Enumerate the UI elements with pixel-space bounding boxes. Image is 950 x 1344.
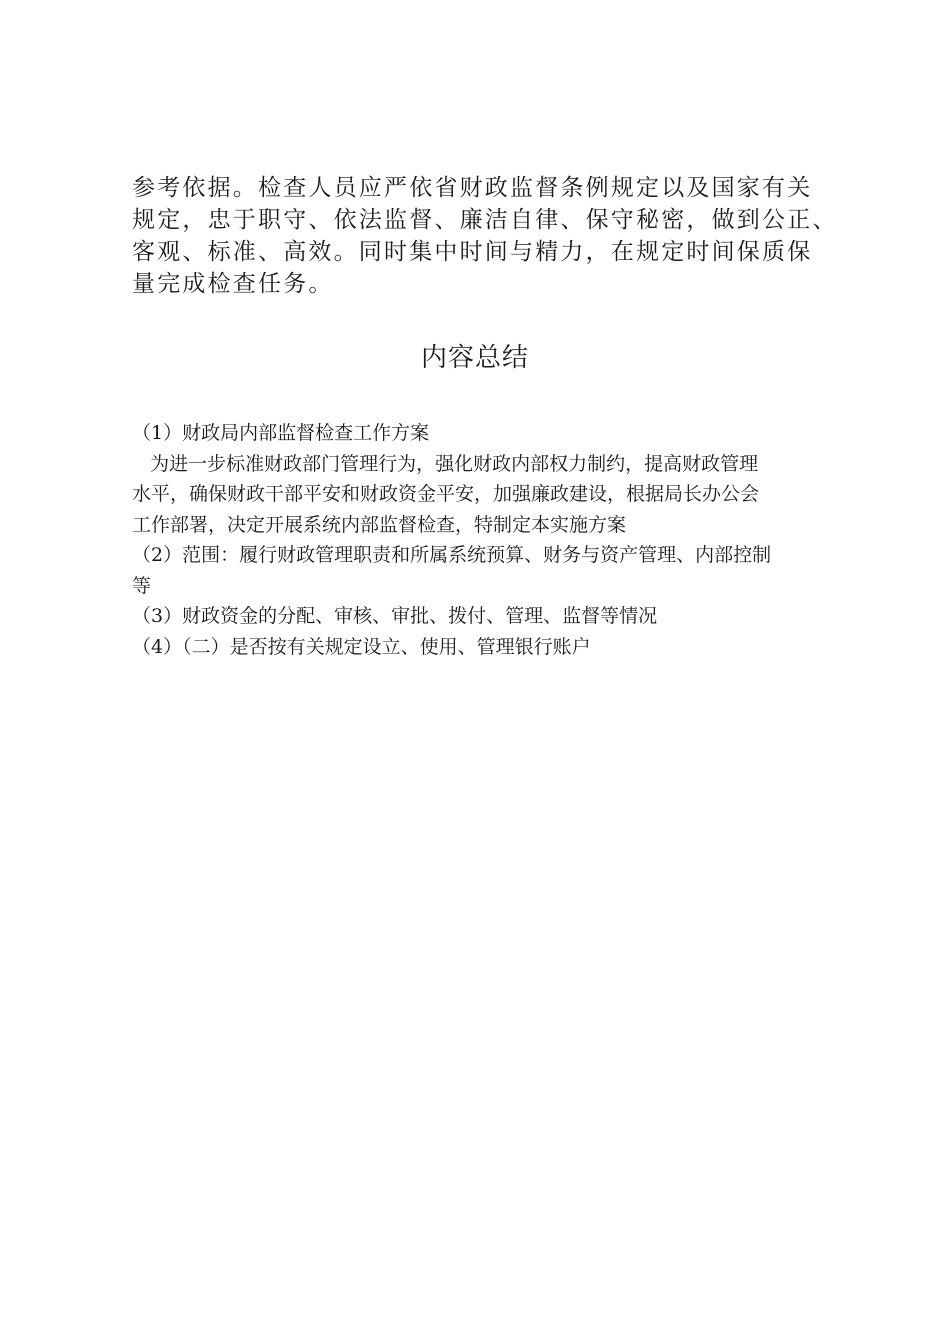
summary-text-line: 工作部署，决定开展系统内部监督检查，特制定本实施方案: [132, 513, 627, 536]
summary-text-line: 水平，确保财政干部平安和财政资金平安，加强廉政建设，根据局长办公会: [132, 483, 760, 505]
intro-line: 客观、标准、高效。同时集中时间与精力，在规定时间保质保: [132, 239, 813, 265]
summary-item-4: （4）（二）是否按有关规定设立、使用、管理银行账户: [132, 635, 591, 658]
summary-item-2: （2）范围：履行财政管理职责和所属系统预算、财务与资产管理、内部控制: [132, 544, 772, 566]
intro-line: 规定，忠于职守、依法监督、廉洁自律、保守秘密，做到公正、: [132, 207, 838, 233]
summary-text-line: 等: [132, 574, 152, 597]
summary-item-1: （1）财政局内部监督检查工作方案: [132, 422, 430, 444]
intro-line: 量完成检查任务。: [132, 271, 334, 297]
summary-text-line: 为进一步标准财政部门管理行为，强化财政内部权力制约，提高财政管理: [132, 452, 759, 475]
summary-item-3: （3）财政资金的分配、审核、审批、拨付、管理、监督等情况: [132, 605, 658, 627]
summary-heading: 内容总结: [420, 343, 529, 373]
intro-paragraph: [132, 172, 838, 300]
intro-line: 参考依据。检查人员应严依省财政监督条例规定以及国家有关: [132, 175, 813, 201]
summary-section: [132, 418, 832, 662]
